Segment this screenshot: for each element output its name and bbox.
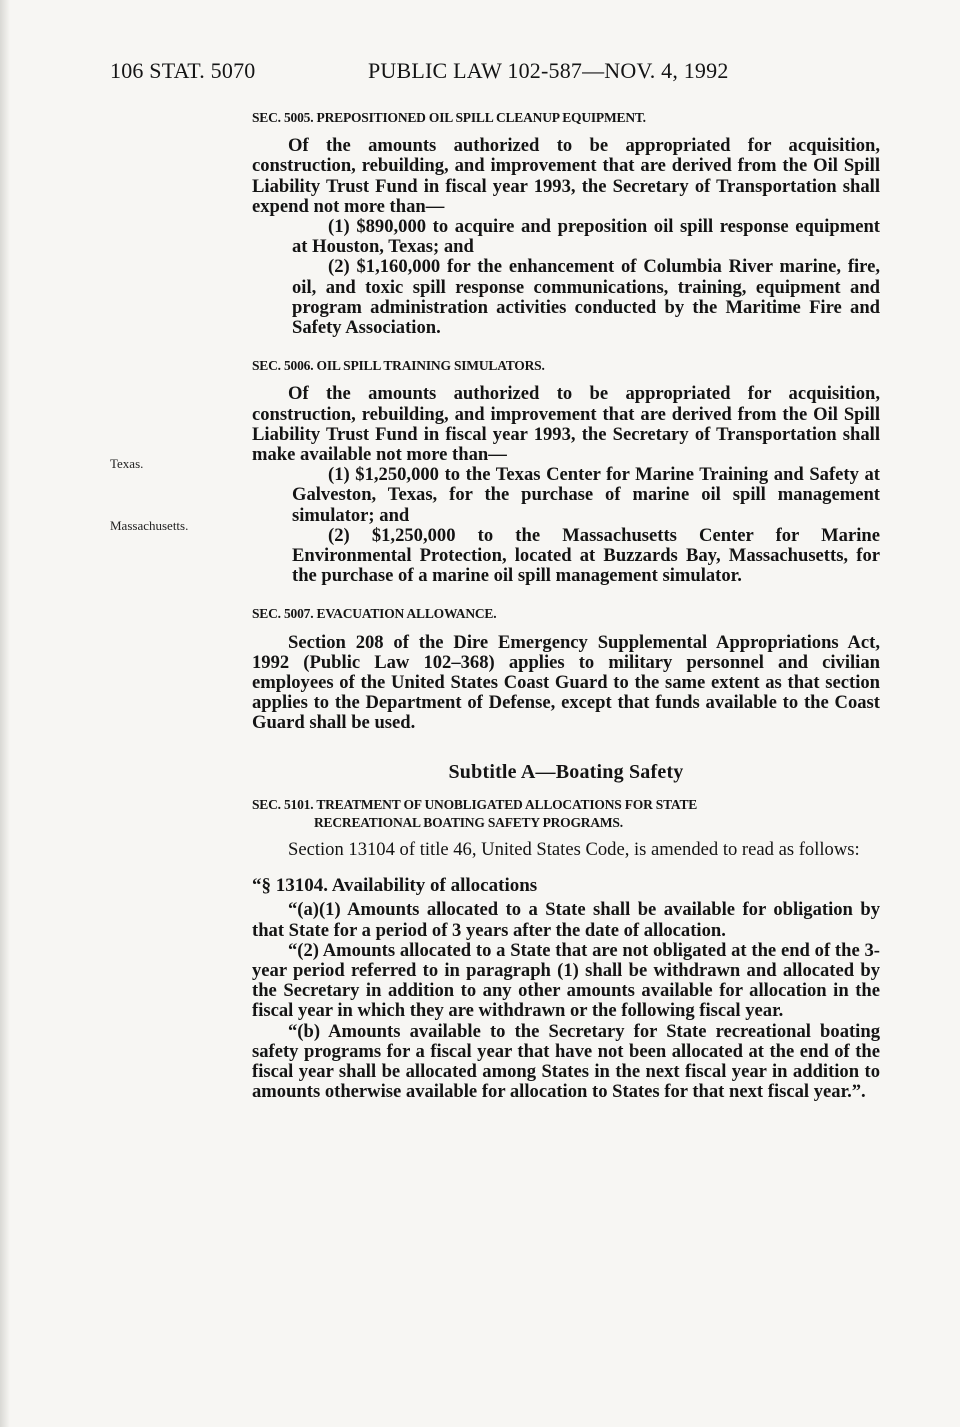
sec-5005-para-1: (1) $890,000 to acquire and preposition oil spill response equipment at Houston, Texas; and bbox=[292, 216, 880, 258]
sec-5101-heading-line-2: RECREATIONAL BOATING SAFETY PROGRAMS. bbox=[314, 814, 623, 830]
sec-5005-heading: SEC. 5005. PREPOSITIONED OIL SPILL CLEANUP EQUIPMENT. bbox=[252, 110, 646, 125]
sec-5101-heading bbox=[252, 796, 880, 832]
sec-5101-heading-line-1: SEC. 5101. TREATMENT OF UNOBLIGATED ALLOCATIONS FOR STATE bbox=[252, 796, 698, 812]
code-section-heading: “§ 13104. Availability of allocations bbox=[252, 875, 538, 897]
sec-5005-para-2: (2) $1,160,000 for the enhancement of Columbia River marine, fire, oil, and toxic spill response communications, training, equipment and program administration activities conducted by the Maritime Fire and Safety Association. bbox=[292, 256, 880, 339]
sec-5006-para-1: (1) $1,250,000 to the Texas Center for Marine Training and Safety at Galveston, Texas, for the purchase of marine oil spill management simulator; and bbox=[292, 464, 880, 526]
main-column bbox=[252, 108, 880, 1102]
sec-5007-heading: SEC. 5007. EVACUATION ALLOWANCE. bbox=[252, 606, 497, 622]
public-law-citation: PUBLIC LAW 102-587—NOV. 4, 1992 bbox=[368, 58, 729, 83]
code-para-b: “(b) Amounts available to the Secretary for State recreational boating safety programs for a fiscal year that have not been allocated at the end of the fiscal year shall be allocated among States in the next fiscal year in addition to amounts otherwise available for allocation to States for that next fiscal year.”. bbox=[252, 1020, 880, 1103]
subtitle-heading: Subtitle A—Boating Safety bbox=[448, 760, 684, 783]
stat-citation: 106 STAT. 5070 bbox=[110, 58, 256, 83]
code-para-a2: “(2) Amounts allocated to a State that are not obligated at the end of the 3-year period referred to in paragraph (1) shall be withdrawn and allocated by the Secretary in addition to any other amounts available for allocation in the fiscal year in which they are withdrawn or the following fiscal year. bbox=[252, 939, 880, 1022]
sec-5101-body: Section 13104 of title 46, United States Code, is amended to read as follows: bbox=[288, 838, 860, 860]
margin-note-texas: Texas. bbox=[110, 456, 144, 471]
sec-5006-para-2: (2) $1,250,000 to the Massachusetts Center for Marine Environmental Protection, located at Buzzards Bay, Massachusetts, for the purchase of a marine oil spill management simulator. bbox=[292, 524, 880, 587]
margin-note-massachusetts: Massachusetts. bbox=[110, 518, 189, 533]
code-para-a1: “(a)(1) Amounts allocated to a State shall be available for obligation by that State for a period of 3 years after the date of allocation. bbox=[252, 899, 880, 941]
sec-5006-intro: Of the amounts authorized to be appropriated for acquisition, construction, rebuilding, and improvement that are derived from the Oil Spill Liability Trust Fund in fiscal year 1993, the Secretary of Transportation shall make available not more than— bbox=[252, 383, 880, 466]
sec-5007-body: Section 208 of the Dire Emergency Supplemental Appropriations Act, 1992 (Public Law 102–368) applies to military personnel and civilian employees of the United States Coast Guard to the same extent as that section applies to the Department of Defense, except that funds available to the Coast Guard shall be used. bbox=[252, 631, 880, 734]
sec-5006-heading: SEC. 5006. OIL SPILL TRAINING SIMULATORS. bbox=[252, 358, 545, 374]
sec-5005-intro: Of the amounts authorized to be appropriated for acquisition, construction, rebuilding, and improvement that are derived from the Oil Spill Liability Trust Fund in fiscal year 1993, the Secretary of Transportation shall expend not more than— bbox=[252, 135, 880, 217]
page-edge bbox=[0, 0, 10, 1427]
